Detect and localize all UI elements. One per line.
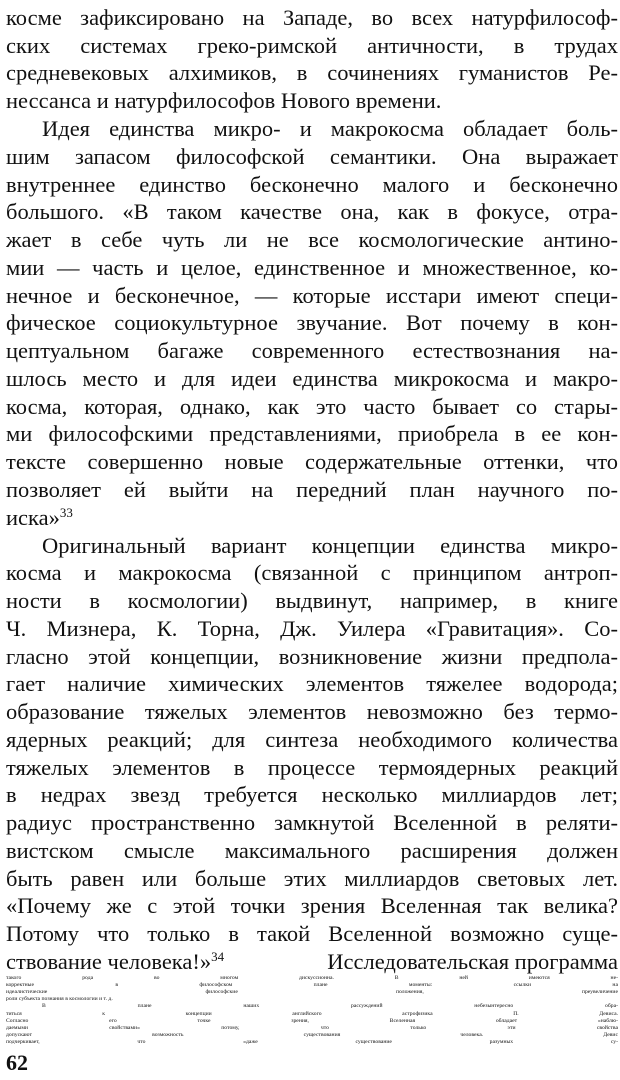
text-line: в недрах звезд требуется несколько миллиардов лет; [6, 782, 618, 807]
footnote-ref-34: 34 [211, 949, 225, 964]
text-line: цептуальном багаже современного естествознания на- [6, 338, 618, 363]
text-line: косма и макрокосма (связанной с принципом антроп- [6, 560, 618, 585]
text-line: Оригинальный вариант концепции единства микро- [42, 533, 618, 558]
text-line: титься к концепции английского астрофизика П. Девиса. [6, 1010, 618, 1017]
text-line: тяжелых элементов в процессе термоядерных реакций [6, 755, 618, 780]
text-line: Идея единства микро- и макрокосма обладает боль- [42, 116, 618, 141]
footnote-ref-33: 33 [59, 505, 73, 520]
text-line: гласно этой концепции, возникновение жизни предпола- [6, 644, 618, 669]
text-line: роли субъекта познания в космологии и т. д. [6, 996, 113, 1003]
text-fragment: иска» [6, 505, 60, 530]
text-line: идеалистические философские положения, преувеличение [6, 989, 618, 996]
text-line: гает наличие химических элементов тяжелее водорода; [6, 671, 618, 696]
text-line: корректные в философском плане моменты: ссылки на [6, 982, 618, 989]
text-line: ми философскими представлениями, приобрела в ее кон- [6, 421, 618, 446]
text-line: средневековых алхимиков, в сочинениях гуманистов Ре- [6, 60, 618, 85]
text-fragment: ствование человека!» [6, 949, 212, 974]
text-line: мии — часть и целое, единственное и множественное, ко- [6, 255, 618, 280]
text-fragment: Исследовательская программа [327, 949, 618, 974]
text-line: ядерных реакций; для синтеза необходимого количества [6, 727, 618, 752]
text-line: Согласно его точке зрения, Вселенная обладает «наблю- [6, 1017, 618, 1024]
text-line: Потому что только в такой Вселенной возможно суще- [6, 921, 618, 946]
text-line: «Почему же с этой точки зрения Вселенная так велика? [6, 893, 618, 918]
text-line: фическое социокультурное звучание. Вот почему в кон- [6, 310, 618, 335]
text-line: большого. «В таком качестве она, как в фокусе, отра- [6, 199, 618, 224]
text-line: Ч. Мизнера, К. Торна, Дж. Уилера «Гравитация». Со- [6, 616, 618, 641]
text-line: позволяет ей выйти на передний план научного по- [6, 477, 618, 502]
text-line: даемыми свойствами» потому, что только эти свойства [6, 1024, 618, 1031]
book-page [6, 0, 618, 1080]
text-line: жает в себе чуть ли не все космологические антино- [6, 227, 618, 252]
text-line: вистском смысле максимального расширения должен [6, 838, 618, 863]
text-line [6, 503, 618, 533]
text-line: ских системах греко-римской античности, в трудах [6, 33, 618, 58]
text-line: тексте совершенно новые содержательные оттенки, что [6, 449, 618, 474]
text-line: косме зафиксировано на Западе, во всех натурфилософ- [6, 5, 618, 30]
text-line: допускают возможность существования человека. Девис [6, 1031, 618, 1038]
text-line: косма, которая, однако, как это часто бывает со стары- [6, 394, 618, 419]
text-line: ности в космологии) выдвинут, например, в книге [6, 588, 618, 613]
text-line: В плане наших рассуждений небезынтересно обра- [42, 1003, 618, 1010]
text-line: такого рода во многом дискуссионна. В ней имеются не- [6, 975, 618, 981]
text-line: нечное и бесконечное, — которые исстари имеют специ- [6, 283, 618, 308]
text-line: радиус пространственно замкнутой Вселенной в реляти- [6, 810, 618, 835]
text-line: внутреннее единство бесконечно малого и бесконечно [6, 172, 618, 197]
text-line: шлось место и для идеи единства микрокосма и макро- [6, 366, 618, 391]
text-line: нессанса и натурфилософов Нового времени. [6, 88, 442, 113]
text-line: шим запасом философской семантики. Она выражает [6, 144, 618, 169]
page-number: 62 [6, 1050, 28, 1075]
text-line: образование тяжелых элементов невозможно без термо- [6, 699, 618, 724]
text-line: подчеркивает, что «даже существование разумных су- [6, 1038, 618, 1045]
text-fragment [6, 947, 224, 977]
text-line [6, 947, 618, 977]
text-line: быть равен или больше этих миллиардов световых лет. [6, 866, 618, 891]
